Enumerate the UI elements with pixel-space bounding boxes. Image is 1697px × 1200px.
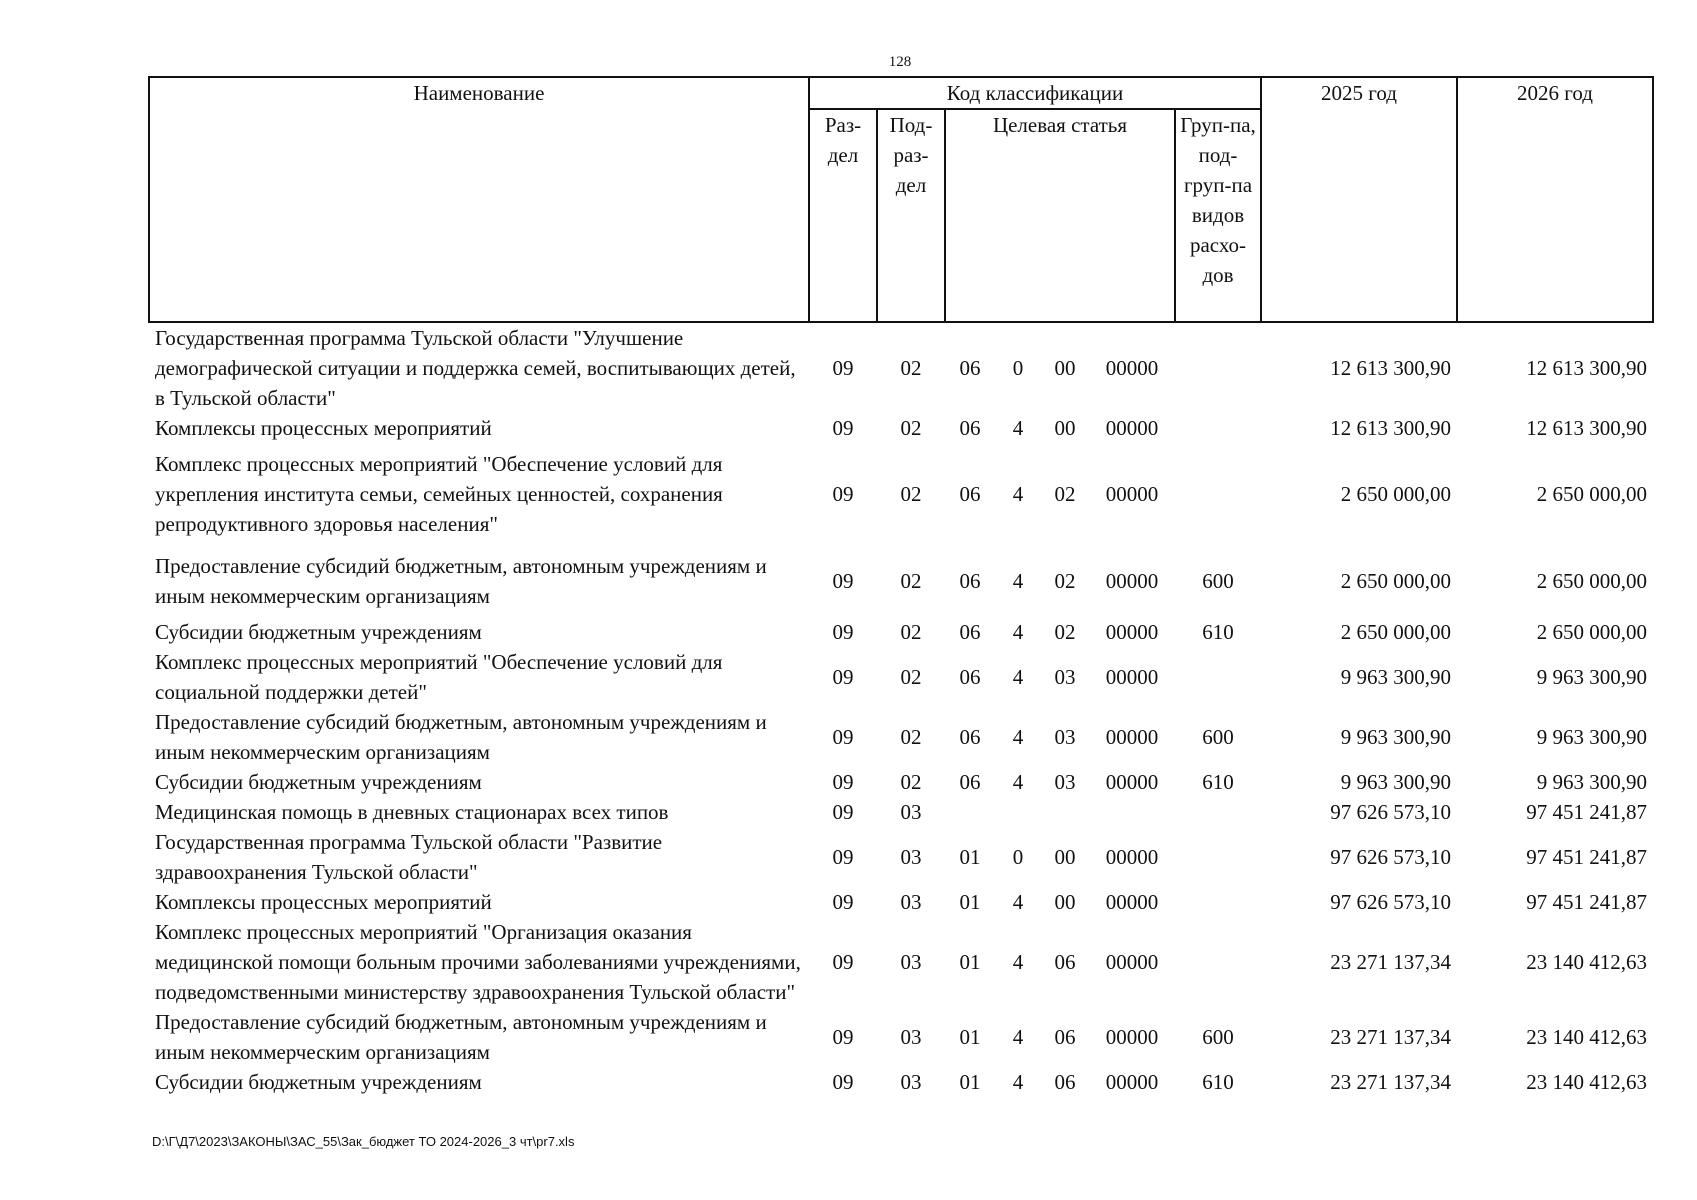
row-name: Предоставление субсидий бюджетным, автономным учреждениям и иным некоммерческим организациям xyxy=(155,710,767,764)
target-direction-code: 00000 xyxy=(1105,416,1159,440)
amount-2025: 9 963 300,90 xyxy=(1340,770,1452,794)
header-year-2026: 2026 год xyxy=(1457,77,1653,322)
subsection-code: 02 xyxy=(900,770,922,794)
table-row xyxy=(149,545,1653,617)
target-direction-code: 00000 xyxy=(1105,569,1159,593)
amount-2025: 12 613 300,90 xyxy=(1330,356,1452,380)
subsection-code: 03 xyxy=(900,890,922,914)
target-subprogram-code: 00 xyxy=(1054,416,1076,440)
row-name: Предоставление субсидий бюджетным, автономным учреждениям и иным некоммерческим организациям xyxy=(155,554,767,608)
header-expense-group: Груп-па, под-груп-па видов расхо-дов xyxy=(1175,109,1261,322)
target-direction-code: 00000 xyxy=(1105,950,1159,974)
row-name: Субсидии бюджетным учреждениям xyxy=(155,620,482,644)
target-subprogram-code xyxy=(1041,797,1089,827)
target-program-code: 06 xyxy=(959,356,981,380)
row-name: Субсидии бюджетным учреждениям xyxy=(155,770,482,794)
header-target-article: Целевая статья xyxy=(945,109,1175,322)
target-subprogram-code: 06 xyxy=(1054,950,1076,974)
target-type-code xyxy=(995,797,1041,827)
budget-table xyxy=(148,76,1654,1097)
target-subprogram-code: 03 xyxy=(1054,770,1076,794)
target-program-code xyxy=(945,797,995,827)
target-direction-code: 00000 xyxy=(1105,725,1159,749)
header-name: Наименование xyxy=(149,77,809,322)
amount-2025: 23 271 137,34 xyxy=(1330,1070,1452,1094)
target-direction-code: 00000 xyxy=(1105,845,1159,869)
expense-type-code xyxy=(1175,322,1261,413)
target-program-code: 01 xyxy=(959,1025,981,1049)
target-subprogram-code: 02 xyxy=(1054,482,1076,506)
section-code: 09 xyxy=(832,890,854,914)
expense-type-code: 610 xyxy=(1202,620,1234,644)
section-code: 09 xyxy=(832,845,854,869)
target-subprogram-code: 02 xyxy=(1054,620,1076,644)
subsection-code: 03 xyxy=(900,1070,922,1094)
amount-2025: 97 626 573,10 xyxy=(1330,800,1452,824)
target-subprogram-code: 06 xyxy=(1054,1070,1076,1094)
expense-type-code: 600 xyxy=(1202,725,1234,749)
target-subprogram-code: 00 xyxy=(1054,845,1076,869)
row-name: Комплекс процессных мероприятий "Обеспечение условий для социальной поддержки детей" xyxy=(155,650,723,704)
table-row xyxy=(149,1067,1653,1097)
table-row xyxy=(149,443,1653,545)
target-type-code: 0 xyxy=(1012,356,1024,380)
table-row xyxy=(149,707,1653,767)
target-direction-code: 00000 xyxy=(1105,356,1159,380)
target-direction-code: 00000 xyxy=(1105,1025,1159,1049)
target-direction-code: 00000 xyxy=(1105,1070,1159,1094)
target-direction-code: 00000 xyxy=(1105,620,1159,644)
section-code: 09 xyxy=(832,416,854,440)
header-classification: Код классификации xyxy=(809,77,1261,109)
page-number: 128 xyxy=(888,54,912,70)
amount-2025: 2 650 000,00 xyxy=(1340,620,1452,644)
table-row xyxy=(149,767,1653,797)
expense-type-code xyxy=(1175,647,1261,707)
amount-2026: 23 140 412,63 xyxy=(1526,950,1648,974)
expense-type-code: 610 xyxy=(1202,1070,1234,1094)
section-code: 09 xyxy=(832,482,854,506)
target-direction-code xyxy=(1089,797,1175,827)
amount-2025: 9 963 300,90 xyxy=(1340,725,1452,749)
row-name: Комплекс процессных мероприятий "Обеспечение условий для укрепления института семьи, семейных ценностей, сохранения репродуктивного здоровья населения" xyxy=(155,452,723,536)
target-program-code: 06 xyxy=(959,416,981,440)
subsection-code: 02 xyxy=(900,665,922,689)
header-section: Раз-дел xyxy=(809,109,877,322)
amount-2026: 23 140 412,63 xyxy=(1526,1025,1648,1049)
amount-2025: 97 626 573,10 xyxy=(1330,845,1452,869)
target-subprogram-code: 06 xyxy=(1054,1025,1076,1049)
section-code: 09 xyxy=(832,800,854,824)
target-type-code: 0 xyxy=(1012,845,1024,869)
row-name: Комплексы процессных мероприятий xyxy=(155,890,492,914)
target-type-code: 4 xyxy=(1012,482,1024,506)
target-direction-code: 00000 xyxy=(1105,665,1159,689)
target-program-code: 06 xyxy=(959,620,981,644)
target-type-code: 4 xyxy=(1012,725,1024,749)
amount-2026: 9 963 300,90 xyxy=(1536,770,1648,794)
section-code: 09 xyxy=(832,950,854,974)
table-header xyxy=(149,77,1653,322)
expense-type-code: 600 xyxy=(1202,569,1234,593)
target-type-code: 4 xyxy=(1012,770,1024,794)
target-program-code: 06 xyxy=(959,569,981,593)
amount-2025: 2 650 000,00 xyxy=(1340,569,1452,593)
expense-type-code: 600 xyxy=(1202,1025,1234,1049)
target-program-code: 01 xyxy=(959,890,981,914)
table-row xyxy=(149,413,1653,443)
amount-2026: 23 140 412,63 xyxy=(1526,1070,1648,1094)
table-row xyxy=(149,617,1653,647)
subsection-code: 02 xyxy=(900,356,922,380)
target-type-code: 4 xyxy=(1012,620,1024,644)
file-path-footer: D:\Г\Д7\2023\ЗАКОНЫ\ЗАС_55\Зак_бюджет ТО 2024-2026_3 чт\pr7.xls xyxy=(152,1134,575,1149)
row-name: Медицинская помощь в дневных стационарах всех типов xyxy=(155,800,669,824)
section-code: 09 xyxy=(832,770,854,794)
expense-type-code xyxy=(1175,797,1261,827)
expense-type-code xyxy=(1175,443,1261,545)
target-direction-code: 00000 xyxy=(1105,770,1159,794)
target-type-code: 4 xyxy=(1012,890,1024,914)
target-subprogram-code: 00 xyxy=(1054,890,1076,914)
row-name: Государственная программа Тульской области "Улучшение демографической ситуации и поддержка семей, воспитывающих детей, в Тульской области" xyxy=(155,326,796,410)
section-code: 09 xyxy=(832,620,854,644)
target-program-code: 06 xyxy=(959,482,981,506)
table-row xyxy=(149,1007,1653,1067)
amount-2026: 9 963 300,90 xyxy=(1536,725,1648,749)
expense-type-code: 610 xyxy=(1202,770,1234,794)
subsection-code: 02 xyxy=(900,482,922,506)
amount-2026: 2 650 000,00 xyxy=(1536,620,1648,644)
target-program-code: 01 xyxy=(959,845,981,869)
amount-2025: 9 963 300,90 xyxy=(1340,665,1452,689)
target-direction-code: 00000 xyxy=(1105,482,1159,506)
header-subsection: Под-раз-дел xyxy=(877,109,945,322)
target-program-code: 01 xyxy=(959,1070,981,1094)
target-subprogram-code: 02 xyxy=(1054,569,1076,593)
table-row xyxy=(149,797,1653,827)
amount-2025: 23 271 137,34 xyxy=(1330,950,1452,974)
amount-2025: 23 271 137,34 xyxy=(1330,1025,1452,1049)
amount-2025: 2 650 000,00 xyxy=(1340,482,1452,506)
target-program-code: 06 xyxy=(959,770,981,794)
amount-2025: 97 626 573,10 xyxy=(1330,890,1452,914)
expense-type-code xyxy=(1175,887,1261,917)
row-name: Государственная программа Тульской области "Развитие здравоохранения Тульской области" xyxy=(155,830,663,884)
table-row xyxy=(149,322,1653,413)
table-row xyxy=(149,917,1653,1007)
expense-type-code xyxy=(1175,917,1261,1007)
expense-type-code xyxy=(1175,827,1261,887)
amount-2026: 97 451 241,87 xyxy=(1526,890,1648,914)
target-type-code: 4 xyxy=(1012,1025,1024,1049)
table-row xyxy=(149,827,1653,887)
target-program-code: 06 xyxy=(959,665,981,689)
section-code: 09 xyxy=(832,725,854,749)
subsection-code: 02 xyxy=(900,725,922,749)
table-row xyxy=(149,647,1653,707)
amount-2025: 12 613 300,90 xyxy=(1330,416,1452,440)
amount-2026: 12 613 300,90 xyxy=(1526,356,1648,380)
subsection-code: 03 xyxy=(900,1025,922,1049)
target-type-code: 4 xyxy=(1012,665,1024,689)
subsection-code: 03 xyxy=(900,800,922,824)
section-code: 09 xyxy=(832,665,854,689)
section-code: 09 xyxy=(832,1070,854,1094)
expense-type-code xyxy=(1175,413,1261,443)
table-body xyxy=(149,322,1653,1097)
subsection-code: 02 xyxy=(900,620,922,644)
row-name: Комплекс процессных мероприятий "Организация оказания медицинской помощи больным прочими заболеваниями учреждениями, подведомственными министерству здравоохранения Тульской области" xyxy=(155,920,801,1004)
amount-2026: 2 650 000,00 xyxy=(1536,482,1648,506)
amount-2026: 12 613 300,90 xyxy=(1526,416,1648,440)
target-program-code: 01 xyxy=(959,950,981,974)
amount-2026: 2 650 000,00 xyxy=(1536,569,1648,593)
amount-2026: 97 451 241,87 xyxy=(1526,845,1648,869)
section-code: 09 xyxy=(832,569,854,593)
section-code: 09 xyxy=(832,1025,854,1049)
target-direction-code: 00000 xyxy=(1105,890,1159,914)
subsection-code: 02 xyxy=(900,416,922,440)
section-code: 09 xyxy=(832,356,854,380)
header-year-2025: 2025 год xyxy=(1261,77,1457,322)
target-subprogram-code: 03 xyxy=(1054,665,1076,689)
table-row xyxy=(149,887,1653,917)
amount-2026: 97 451 241,87 xyxy=(1526,800,1648,824)
row-name: Предоставление субсидий бюджетным, автономным учреждениям и иным некоммерческим организациям xyxy=(155,1010,767,1064)
row-name: Комплексы процессных мероприятий xyxy=(155,416,492,440)
subsection-code: 02 xyxy=(900,569,922,593)
row-name: Субсидии бюджетным учреждениям xyxy=(155,1070,482,1094)
target-type-code: 4 xyxy=(1012,950,1024,974)
target-type-code: 4 xyxy=(1012,569,1024,593)
subsection-code: 03 xyxy=(900,950,922,974)
amount-2026: 9 963 300,90 xyxy=(1536,665,1648,689)
target-subprogram-code: 03 xyxy=(1054,725,1076,749)
target-program-code: 06 xyxy=(959,725,981,749)
target-subprogram-code: 00 xyxy=(1054,356,1076,380)
subsection-code: 03 xyxy=(900,845,922,869)
target-type-code: 4 xyxy=(1012,1070,1024,1094)
target-type-code: 4 xyxy=(1012,416,1024,440)
